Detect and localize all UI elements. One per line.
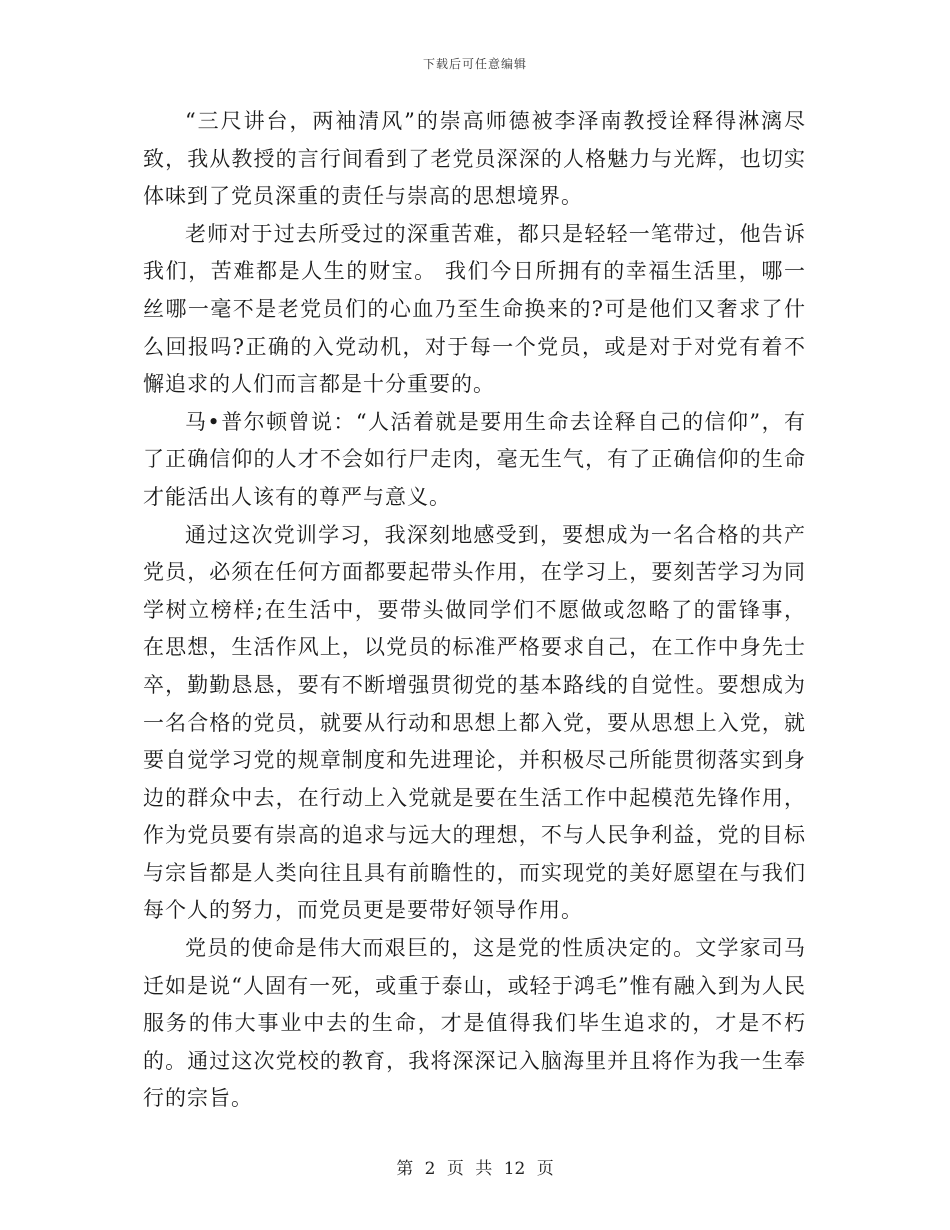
page-header-note: 下载后可任意编辑 <box>422 57 527 71</box>
paragraph-1: “三尺讲台，两袖清风”的崇高师德被李泽南教授诠释得淋漓尽致，我从教授的言行间看到了老党员深深的人格魅力与光辉，也切实体味到了党员深重的责任与崇高的思想境界。 <box>143 109 806 209</box>
paragraph-3: 马•普尔顿曾说：“人活着就是要用生命去诠释自己的信仰”，有了正确信仰的人才不会如行尸走肉，毫无生气，有了正确信仰的生命才能活出人该有的尊严与意义。 <box>143 409 806 509</box>
paragraph-2: 老师对于过去所受过的深重苦难，都只是轻轻一笔带过，他告诉我们，苦难都是人生的财宝。 我们今日所拥有的幸福生活里，哪一丝哪一毫不是老党员们的心血乃至生命换来的?可是他们又奢求了什么回报吗?正确的入党动机，对于每一个党员，或是对于对党有着不懈追求的人们而言都是十分重要的。 <box>143 221 806 397</box>
paragraph-4: 通过这次党训学习，我深刻地感受到，要想成为一名合格的共产党员，必须在任何方面都要起带头作用，在学习上，要刻苦学习为同学树立榜样;在生活中，要带头做同学们不愿做或忽略了的雷锋事，在思想，生活作风上，以党员的标准严格要求自己，在工作中身先士卒，勤勤恳恳，要有不断增强贯彻党的基本路线的自觉性。要想成为一名合格的党员，就要从行动和思想上都入党，要从思想上入党，就要自觉学习党的规章制度和先进理论，并积极尽己所能贯彻落实到身边的群众中去，在行动上入党就是要在生活工作中起模范先锋作用，作为党员要有崇高的追求与远大的理想，不与人民争利益，党的目标与宗旨都是人类向往且具有前瞻性的，而实现党的美好愿望在与我们每个人的努力，而党员更是要带好领导作用。 <box>143 522 806 923</box>
page-number-footer: 第 2 页 共 12 页 <box>396 1159 554 1179</box>
document-body <box>143 103 806 1118</box>
paragraph-5: 党员的使命是伟大而艰巨的，这是党的性质决定的。文学家司马迁如是说“人固有一死，或重于泰山，或轻于鸿毛”惟有融入到为人民服务的伟大事业中去的生命，才是值得我们毕生追求的，才是不朽的。通过这次党校的教育，我将深深记入脑海里并且将作为我一生奉行的宗旨。 <box>143 936 806 1111</box>
